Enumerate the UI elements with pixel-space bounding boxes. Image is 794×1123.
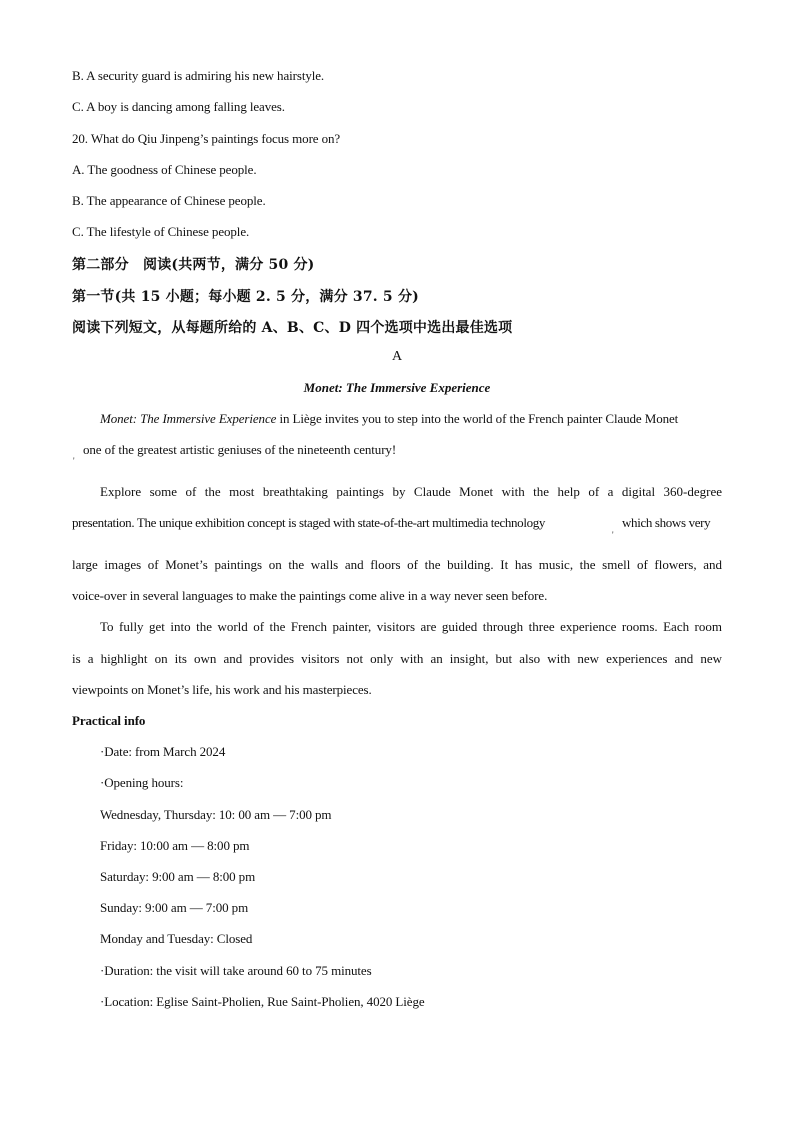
stray-tick-mark-2: ': [612, 530, 614, 540]
passage-title: Monet: The Immersive Experience: [303, 380, 491, 395]
hours-wed-thu: Wednesday, Thursday: 10: 00 am — 7:00 pm: [100, 807, 332, 822]
listening-option-c: C. A boy is dancing among falling leaves.: [72, 99, 285, 114]
paragraph-2-line-1: Explore some of the most breathtaking paintings by Claude Monet with the help of a digital 360-degree: [100, 484, 722, 499]
question-20-option-a: A. The goodness of Chinese people.: [72, 162, 257, 177]
paragraph-1-text: in Liège invites you to step into the world of the French painter Claude Monet: [276, 411, 679, 426]
paragraph-3-line-2: is a highlight on its own and provides visitors not only with an insight, but also with new experiences and new: [72, 651, 722, 666]
hours-saturday: Saturday: 9:00 am — 8:00 pm: [100, 869, 256, 884]
section-one-heading: 第一节(共 15 小题；每小题 2. 5 分，满分 37. 5 分): [72, 289, 419, 305]
part-two-heading: 第二部分 阅读(共两节，满分 50 分): [72, 257, 315, 273]
hours-friday: Friday: 10:00 am — 8:00 pm: [100, 838, 250, 853]
paragraph-1-line-1: [100, 411, 678, 427]
question-20-option-c: C. The lifestyle of Chinese people.: [72, 224, 250, 239]
paragraph-3-line-3: viewpoints on Monet’s life, his work and his masterpieces.: [72, 682, 372, 697]
paragraph-2-line-2b: which shows very: [622, 515, 711, 530]
paragraph-3-line-1: To fully get into the world of the French painter, visitors are guided through three experience rooms. Each room: [100, 619, 722, 634]
paragraph-1-title-ref: Monet: The Immersive Experience: [100, 411, 277, 426]
paragraph-2-line-4: voice-over in several languages to make the paintings come alive in a way never seen before.: [72, 588, 548, 603]
hours-closed: Monday and Tuesday: Closed: [100, 931, 253, 946]
hours-sunday: Sunday: 9:00 am — 7:00 pm: [100, 900, 249, 915]
listening-option-b: B. A security guard is admiring his new hairstyle.: [72, 68, 325, 83]
paragraph-2-line-2a: presentation. The unique exhibition concept is staged with state-of-the-art multimedia technology: [72, 515, 546, 530]
question-20-option-b: B. The appearance of Chinese people.: [72, 193, 266, 208]
practical-info-location: ·Location: Eglise Saint-Pholien, Rue Saint-Pholien, 4020 Liège: [100, 994, 425, 1009]
paragraph-2-line-3: large images of Monet’s paintings on the walls and floors of the building. It has music, the smell of flowers, and: [72, 557, 722, 572]
practical-info-date: ·Date: from March 2024: [100, 744, 226, 759]
stray-tick-mark: ': [73, 456, 75, 466]
practical-info-hours-label: ·Opening hours:: [100, 775, 184, 790]
question-20-stem: 20. What do Qiu Jinpeng’s paintings focus more on?: [72, 131, 341, 146]
paragraph-1-line-2: one of the greatest artistic geniuses of the nineteenth century!: [83, 442, 397, 457]
practical-info-duration: ·Duration: the visit will take around 60 to 75 minutes: [100, 963, 372, 978]
passage-letter: A: [391, 349, 403, 364]
practical-info-heading: Practical info: [72, 713, 146, 728]
reading-instruction: 阅读下列短文，从每题所给的 A、B、C、D 四个选项中选出最佳选项: [72, 320, 513, 336]
